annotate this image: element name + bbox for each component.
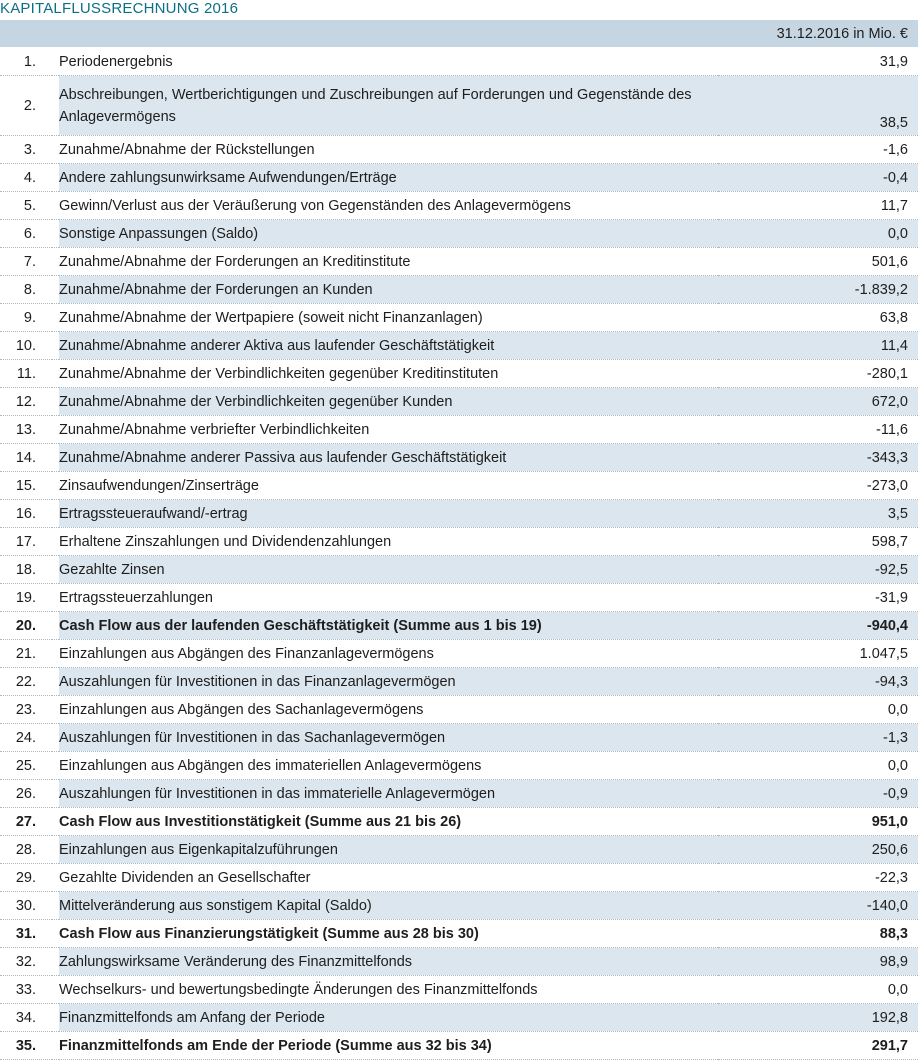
row-label: Periodenergebnis [59,48,718,76]
table-row [0,164,918,192]
table-row [0,696,918,724]
row-label: Zinsaufwendungen/Zinserträge [59,472,718,500]
row-gap [52,1004,59,1032]
row-gap [52,332,59,360]
row-label: Zunahme/Abnahme verbriefter Verbindlichkeiten [59,416,718,444]
row-number: 16. [0,500,52,528]
row-value: -31,9 [718,584,918,612]
table-row-subtotal [0,920,918,948]
row-value: 63,8 [718,304,918,332]
row-value: 501,6 [718,248,918,276]
row-number: 20. [0,612,52,640]
header-label-cell [59,20,718,48]
row-number: 32. [0,948,52,976]
row-label: Cash Flow aus Finanzierungstätigkeit (Summe aus 28 bis 30) [59,920,718,948]
row-label: Auszahlungen für Investitionen in das Sachanlagevermögen [59,724,718,752]
row-gap [52,584,59,612]
row-label: Ertragssteuerzahlungen [59,584,718,612]
row-gap [52,976,59,1004]
table-row [0,76,918,136]
row-number: 23. [0,696,52,724]
header-row [0,20,918,48]
header-blank-cell [0,20,52,48]
row-gap [52,640,59,668]
row-gap [52,556,59,584]
row-value: 1.047,5 [718,640,918,668]
table-row [0,724,918,752]
row-number: 25. [0,752,52,780]
row-label: Auszahlungen für Investitionen in das immaterielle Anlagevermögen [59,780,718,808]
row-value: -94,3 [718,668,918,696]
row-number: 6. [0,220,52,248]
row-label: Gezahlte Dividenden an Gesellschafter [59,864,718,892]
row-label: Zunahme/Abnahme der Forderungen an Kunden [59,276,718,304]
row-gap [52,248,59,276]
table-title: KAPITALFLUSSRECHNUNG 2016 [0,0,239,17]
row-label: Gezahlte Zinsen [59,556,718,584]
column-header: 31.12.2016 in Mio. € [718,20,918,48]
row-label: Erhaltene Zinszahlungen und Dividendenzahlungen [59,528,718,556]
row-number: 1. [0,48,52,76]
row-value: -343,3 [718,444,918,472]
row-value: 11,4 [718,332,918,360]
row-gap [52,696,59,724]
row-number: 27. [0,808,52,836]
table-row [0,220,918,248]
table-row [0,360,918,388]
table-row [0,584,918,612]
row-gap [52,76,59,136]
row-gap [52,500,59,528]
row-gap [52,192,59,220]
row-value: -273,0 [718,472,918,500]
row-value: 88,3 [718,920,918,948]
row-value: 0,0 [718,696,918,724]
row-number: 22. [0,668,52,696]
row-label: Cash Flow aus Investitionstätigkeit (Summe aus 21 bis 26) [59,808,718,836]
row-number: 13. [0,416,52,444]
table-row-subtotal [0,612,918,640]
row-value: -11,6 [718,416,918,444]
table-row [0,948,918,976]
row-number: 19. [0,584,52,612]
row-label: Finanzmittelfonds am Ende der Periode (Summe aus 32 bis 34) [59,1032,718,1060]
table-row [0,416,918,444]
row-gap [52,220,59,248]
row-label: Finanzmittelfonds am Anfang der Periode [59,1004,718,1032]
row-value: 192,8 [718,1004,918,1032]
row-gap [52,892,59,920]
row-gap [52,920,59,948]
row-value: -940,4 [718,612,918,640]
cash-flow-table [0,20,918,1060]
row-gap [52,416,59,444]
row-number: 34. [0,1004,52,1032]
row-number: 5. [0,192,52,220]
row-gap [52,752,59,780]
row-value: -1,6 [718,136,918,164]
table-row [0,444,918,472]
row-number: 21. [0,640,52,668]
row-value: 98,9 [718,948,918,976]
table-row [0,836,918,864]
row-label: Einzahlungen aus Abgängen des Sachanlagevermögens [59,696,718,724]
row-label: Zunahme/Abnahme anderer Passiva aus laufender Geschäftstätigkeit [59,444,718,472]
row-label: Zunahme/Abnahme der Rückstellungen [59,136,718,164]
row-value: 291,7 [718,1032,918,1060]
table-row [0,500,918,528]
table-row-subtotal [0,1032,918,1060]
row-value: -0,9 [718,780,918,808]
row-gap [52,48,59,76]
row-gap [52,388,59,416]
row-gap [52,528,59,556]
table-row [0,472,918,500]
row-label: Zunahme/Abnahme der Verbindlichkeiten gegenüber Kunden [59,388,718,416]
table-row [0,864,918,892]
row-gap [52,864,59,892]
row-label: Zahlungswirksame Veränderung des Finanzmittelfonds [59,948,718,976]
row-label: Cash Flow aus der laufenden Geschäftstätigkeit (Summe aus 1 bis 19) [59,612,718,640]
row-number: 31. [0,920,52,948]
row-value: 31,9 [718,48,918,76]
row-number: 30. [0,892,52,920]
row-gap [52,668,59,696]
row-number: 28. [0,836,52,864]
row-number: 10. [0,332,52,360]
row-number: 29. [0,864,52,892]
row-number: 14. [0,444,52,472]
table-row [0,556,918,584]
row-gap [52,472,59,500]
row-label: Einzahlungen aus Abgängen des Finanzanlagevermögens [59,640,718,668]
row-number: 3. [0,136,52,164]
row-value: -1,3 [718,724,918,752]
table-row [0,192,918,220]
row-number: 7. [0,248,52,276]
row-value: 0,0 [718,752,918,780]
row-gap [52,948,59,976]
table-row [0,136,918,164]
row-value: 598,7 [718,528,918,556]
table-row [0,48,918,76]
row-number: 8. [0,276,52,304]
row-number: 11. [0,360,52,388]
header-gap-cell [52,20,59,48]
row-number: 4. [0,164,52,192]
row-value: -140,0 [718,892,918,920]
row-number: 24. [0,724,52,752]
row-number: 17. [0,528,52,556]
row-number: 18. [0,556,52,584]
row-label: Einzahlungen aus Abgängen des immateriellen Anlagevermögens [59,752,718,780]
row-value: 0,0 [718,976,918,1004]
table-row [0,528,918,556]
row-gap [52,444,59,472]
row-number: 9. [0,304,52,332]
table-row [0,304,918,332]
table-row [0,780,918,808]
row-value: 250,6 [718,836,918,864]
row-gap [52,724,59,752]
row-number: 2. [0,76,52,136]
row-gap [52,836,59,864]
row-label: Gewinn/Verlust aus der Veräußerung von Gegenständen des Anlagevermögens [59,192,718,220]
row-label: Zunahme/Abnahme der Wertpapiere (soweit nicht Finanzanlagen) [59,304,718,332]
row-value: -22,3 [718,864,918,892]
table-row [0,668,918,696]
row-label: Sonstige Anpassungen (Saldo) [59,220,718,248]
row-number: 35. [0,1032,52,1060]
row-label: Zunahme/Abnahme der Verbindlichkeiten gegenüber Kreditinstituten [59,360,718,388]
row-value: 3,5 [718,500,918,528]
row-label: Ertragssteueraufwand/-ertrag [59,500,718,528]
table-row [0,892,918,920]
table-row [0,1004,918,1032]
row-label: Wechselkurs- und bewertungsbedingte Änderungen des Finanzmittelfonds [59,976,718,1004]
row-label: Abschreibungen, Wertberichtigungen und Zuschreibungen auf Forderungen und Gegenstände des Anlagevermögens [59,76,718,136]
table-row [0,752,918,780]
table-row [0,976,918,1004]
row-value: 38,5 [718,76,918,136]
row-number: 33. [0,976,52,1004]
row-number: 12. [0,388,52,416]
row-gap [52,164,59,192]
row-label: Einzahlungen aus Eigenkapitalzuführungen [59,836,718,864]
row-gap [52,1032,59,1060]
row-label: Zunahme/Abnahme anderer Aktiva aus laufender Geschäftstätigkeit [59,332,718,360]
table-row [0,332,918,360]
row-label: Andere zahlungsunwirksame Aufwendungen/Erträge [59,164,718,192]
row-gap [52,304,59,332]
row-value: -1.839,2 [718,276,918,304]
row-gap [52,276,59,304]
row-number: 26. [0,780,52,808]
row-gap [52,136,59,164]
row-label: Mittelveränderung aus sonstigem Kapital (Saldo) [59,892,718,920]
row-number: 15. [0,472,52,500]
row-gap [52,360,59,388]
row-label: Zunahme/Abnahme der Forderungen an Kreditinstitute [59,248,718,276]
row-gap [52,780,59,808]
row-label: Auszahlungen für Investitionen in das Finanzanlagevermögen [59,668,718,696]
table-row-subtotal [0,808,918,836]
row-value: -92,5 [718,556,918,584]
row-value: 951,0 [718,808,918,836]
row-value: 0,0 [718,220,918,248]
table-row [0,248,918,276]
row-value: 11,7 [718,192,918,220]
table-row [0,388,918,416]
row-gap [52,808,59,836]
table-row [0,640,918,668]
table-row [0,276,918,304]
row-value: 672,0 [718,388,918,416]
row-value: -0,4 [718,164,918,192]
row-value: -280,1 [718,360,918,388]
row-gap [52,612,59,640]
